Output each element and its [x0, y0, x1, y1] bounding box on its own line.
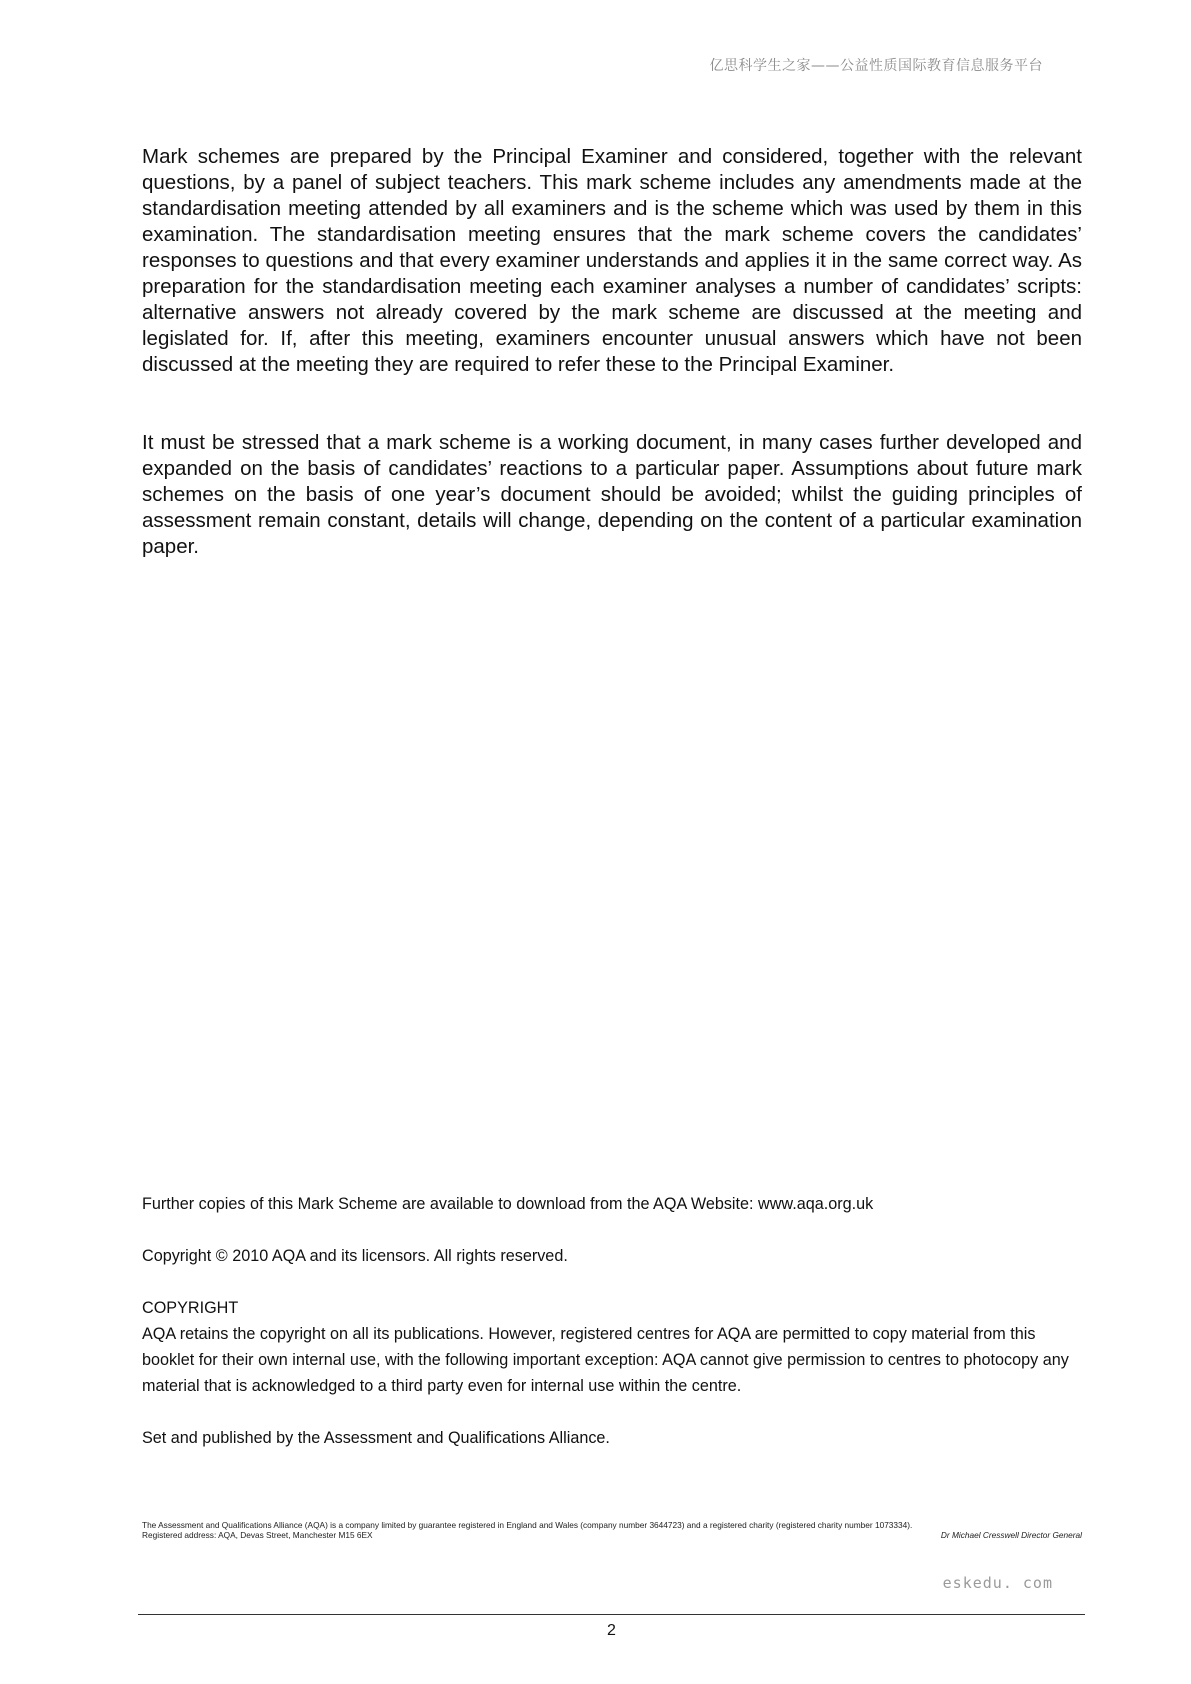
site-watermark: eskedu. com: [942, 1574, 1053, 1592]
registered-address: Registered address: AQA, Devas Street, Manchester M15 6EX: [142, 1530, 373, 1540]
copyright-body: AQA retains the copyright on all its publications. However, registered centres for AQA are permitted to copy material from this booklet for their own internal use, with the following important exception: AQA cannot give permission to centres to photocopy any material that is acknowledged to a third party even for internal use within the centre.: [142, 1325, 1069, 1395]
header-watermark: 亿思科学生之家——公益性质国际教育信息服务平台: [709, 58, 1043, 74]
footer-divider: [138, 1614, 1085, 1615]
copyright-line: Copyright © 2010 AQA and its licensors. All rights reserved.: [142, 1247, 568, 1265]
copyright-heading: COPYRIGHT: [142, 1299, 239, 1317]
working-document-paragraph: It must be stressed that a mark scheme is a working document, in many cases further developed and expanded on the basis of candidates’ reactions to a particular paper. Assumptions about future mark schemes on the basis of one year’s document should be avoided; whilst the guiding principles of assessment remain constant, details will change, depending on the content of a particular examination paper.: [142, 431, 1082, 558]
legal-address-row: [142, 1530, 1082, 1540]
published-by-note: Set and published by the Assessment and Qualifications Alliance.: [142, 1429, 610, 1447]
director-general: Dr Michael Cresswell Director General: [940, 1530, 1082, 1540]
legal-notice-line: The Assessment and Qualifications Alliance (AQA) is a company limited by guarantee registered in England and Wales (company number 3644723) and a registered charity (registered charity number 1073334).: [142, 1520, 913, 1530]
further-copies-note: Further copies of this Mark Scheme are available to download from the AQA Website: www.aqa.org.uk: [142, 1195, 874, 1213]
page-number: 2: [607, 1622, 616, 1639]
intro-paragraph: Mark schemes are prepared by the Principal Examiner and considered, together with the relevant questions, by a panel of subject teachers. This mark scheme includes any amendments made at the standardisation meeting attended by all examiners and is the scheme which was used by them in this examination. The standardisation meeting ensures that the mark scheme covers the candidates’ responses to questions and that every examiner understands and applies it in the same correct way. As preparation for the standardisation meeting each examiner analyses a number of candidates’ scripts: alternative answers not already covered by the mark scheme are discussed at the meeting and legislated for. If, after this meeting, examiners encounter unusual answers which have not been discussed at the meeting they are required to refer these to the Principal Examiner.: [142, 145, 1082, 376]
